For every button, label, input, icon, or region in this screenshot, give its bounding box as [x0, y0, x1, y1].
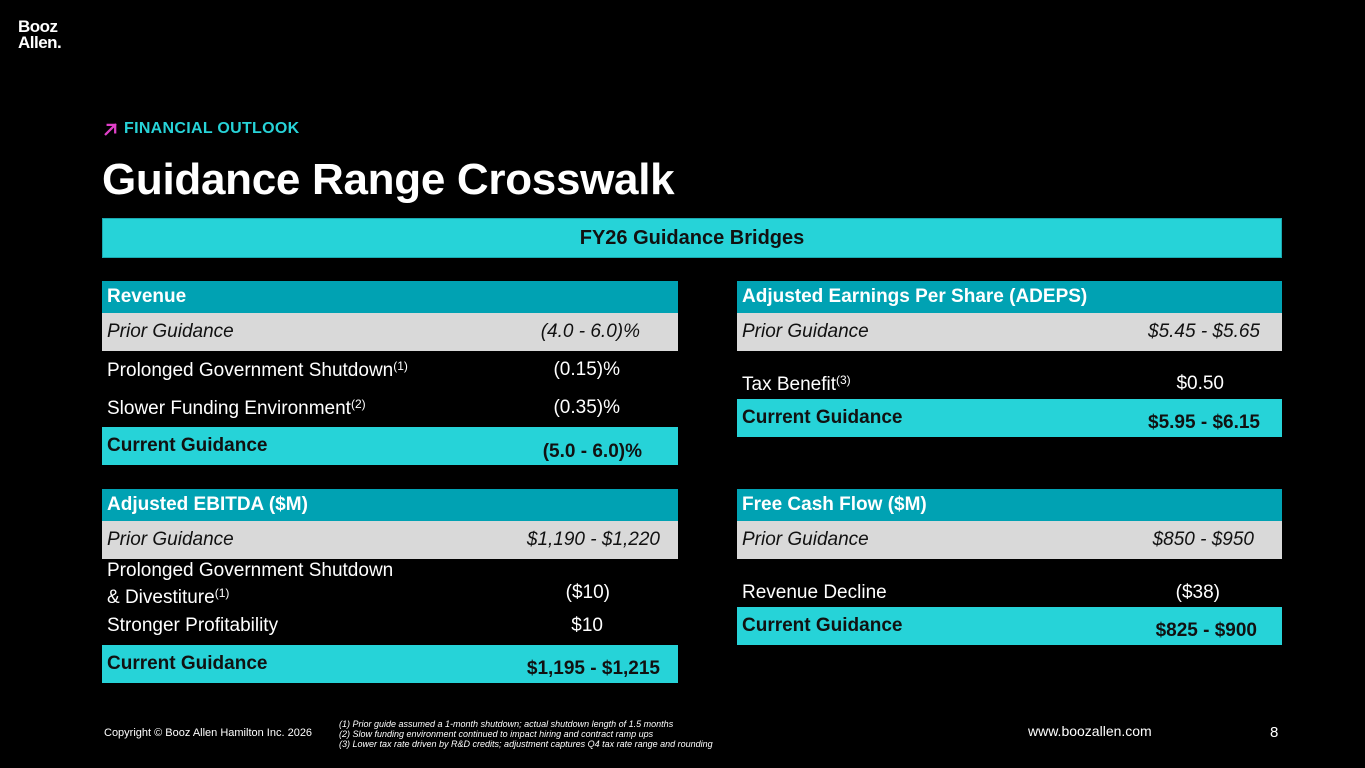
arrow-up-right-icon	[103, 122, 118, 137]
table-header	[102, 489, 678, 521]
row-value: $5.45 - $5.65	[1148, 321, 1260, 342]
footnote-ref: (1)	[214, 586, 230, 600]
row-label: Current Guidance	[107, 435, 268, 456]
footnote-3: (3) Lower tax rate driven by R&D credits; adjustment captures Q4 tax rate range and rounding	[339, 739, 713, 749]
row-label: Slower Funding Environment$^{(2)}$	[107, 396, 366, 419]
row-value: $5.95 - $6.15	[1148, 412, 1260, 433]
row-value: $1,190 - $1,220	[526, 529, 660, 550]
row-label: Current Guidance	[742, 407, 903, 428]
prior-guidance-row	[102, 313, 678, 351]
ebitda-table	[102, 489, 678, 683]
current-guidance-row	[102, 427, 678, 465]
table-header	[737, 489, 1282, 521]
row-label: Stronger Profitability	[107, 615, 279, 636]
row-label: Tax Benefit$^{(3)}$	[742, 373, 851, 395]
row-value: $10	[571, 615, 603, 636]
footnotes	[339, 719, 713, 749]
current-guidance-row	[102, 645, 678, 683]
row-value: (5.0 - 6.0)%	[542, 441, 642, 462]
prior-guidance-row	[102, 521, 678, 559]
adeps-table	[737, 281, 1282, 437]
row-label: Current Guidance	[107, 653, 268, 674]
footnote-ref: (3)	[836, 373, 851, 387]
row-value: (0.15)%	[553, 359, 620, 380]
row-value: $825 - $900	[1155, 620, 1257, 641]
table-row	[737, 351, 1282, 399]
logo-line-2: Allen.	[18, 33, 62, 52]
page-title: Guidance Range Crosswalk	[102, 155, 675, 204]
row-label: Prolonged Government Shutdown & Divestiture$^{(1)}$	[107, 560, 394, 608]
row-label: Revenue Decline	[742, 582, 887, 603]
page-number: 8	[1270, 724, 1279, 741]
row-value: $1,195 - $1,215	[526, 658, 660, 679]
bridge-header: FY26 Guidance Bridges	[102, 218, 1282, 258]
row-value: (0.35)%	[553, 397, 620, 418]
row-label: Prior Guidance	[742, 321, 869, 342]
row-label: Prior Guidance	[107, 321, 234, 342]
row-label: Prior Guidance	[107, 529, 234, 550]
row-value: ($38)	[1175, 582, 1220, 603]
header-label: Free Cash Flow ($M)	[742, 494, 927, 515]
row-value: $850 - $950	[1152, 529, 1254, 550]
table-header	[102, 281, 678, 313]
table-row	[102, 607, 678, 645]
footnote-2: (2) Slow funding environment continued to impact hiring and contract ramp ups	[339, 729, 654, 739]
current-guidance-row	[737, 607, 1282, 645]
table-row	[102, 389, 678, 427]
table-row	[102, 559, 678, 607]
table-row	[102, 351, 678, 389]
eyebrow-text: FINANCIAL OUTLOOK	[124, 120, 300, 137]
current-guidance-row	[737, 399, 1282, 437]
section-eyebrow	[103, 120, 299, 138]
copyright-text: Copyright © Booz Allen Hamilton Inc. 2026	[104, 727, 313, 739]
row-value: $0.50	[1176, 373, 1224, 394]
table-header	[737, 281, 1282, 313]
row-label: Current Guidance	[742, 615, 903, 636]
row-value: ($10)	[565, 582, 610, 603]
booz-allen-logo	[18, 19, 61, 51]
row-label: Prolonged Government Shutdown$^{(1)}$	[107, 358, 408, 381]
header-label: Adjusted Earnings Per Share (ADEPS)	[742, 286, 1088, 307]
table-row	[737, 559, 1282, 607]
header-label: Revenue	[107, 286, 187, 307]
revenue-table	[102, 281, 678, 465]
logo-line-1: Booz	[18, 17, 58, 36]
header-label: Adjusted EBITDA ($M)	[107, 494, 308, 515]
prior-guidance-row	[737, 521, 1282, 559]
footnote-ref: (2)	[350, 396, 366, 411]
footnote-ref: (1)	[393, 358, 408, 373]
footnote-1: (1) Prior guide assumed a 1-month shutdown; actual shutdown length of 1.5 months	[339, 719, 674, 729]
prior-guidance-row	[737, 313, 1282, 351]
row-value: (4.0 - 6.0)%	[540, 321, 640, 342]
free-cash-flow-table	[737, 489, 1282, 645]
row-label: Prior Guidance	[742, 529, 869, 550]
website-link[interactable]: www.boozallen.com	[1028, 723, 1152, 739]
